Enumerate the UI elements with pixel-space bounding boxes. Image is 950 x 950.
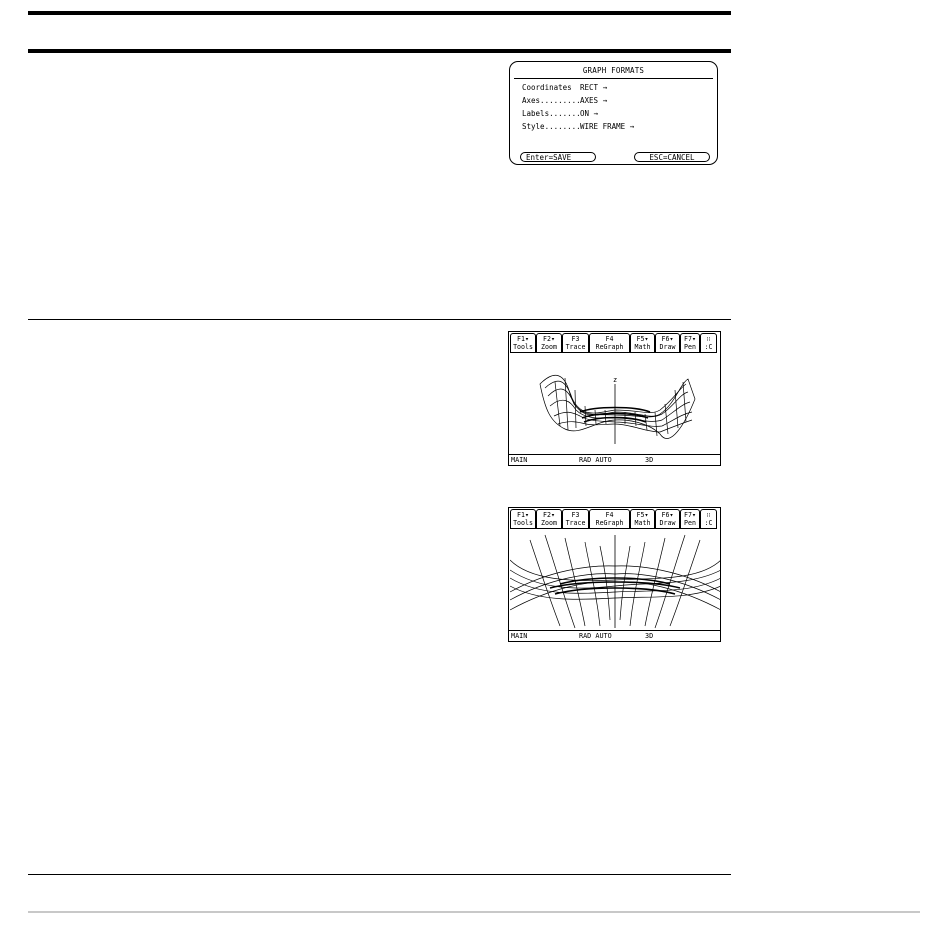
axes-label: Axes......... [522,96,581,105]
f2-zoom-tab[interactable]: F2▾ Zoom [536,333,562,353]
axes-value[interactable]: AXES → [580,96,608,105]
f6-draw-tab[interactable]: F6▾ Draw [655,333,680,353]
f3-trace-tab[interactable]: F3 Trace [562,509,589,529]
status-mode: RAD AUTO [579,632,612,640]
function-key-toolbar [510,333,719,353]
top-thick-rule [28,11,731,15]
f4-regraph-tab[interactable]: F4 ReGraph [589,509,630,529]
f6-draw-tab[interactable]: F6▾ Draw [655,509,680,529]
save-button[interactable]: Enter=SAVE [520,152,596,162]
labels-value[interactable]: ON → [580,109,599,118]
labels-label: Labels....... [522,109,581,118]
labels-row[interactable] [522,110,598,118]
f1-tools-tab[interactable]: F1▾ Tools [510,333,536,353]
calculator-screen-graph-zoomed [508,507,721,642]
dialog-title: GRAPH FORMATS [514,66,713,79]
status-folder: MAIN [511,632,528,640]
f2-zoom-tab[interactable]: F2▾ Zoom [536,509,562,529]
f5-math-tab[interactable]: F5▾ Math [630,333,655,353]
axes-row[interactable] [522,97,607,105]
z-axis-label: z [613,376,618,384]
wireframe-surface [540,375,695,438]
coordinates-value[interactable]: RECT → [580,83,608,92]
graph-formats-dialog [509,61,718,165]
cancel-button[interactable]: ESC=CANCEL [634,152,710,162]
f8-tab[interactable]: ∷ :C [700,509,717,529]
f1-tools-tab[interactable]: F1▾ Tools [510,509,536,529]
status-bar [509,454,720,465]
section-divider [28,319,731,320]
f8-tab[interactable]: ∷ :C [700,333,717,353]
status-graph-mode: 3D [645,456,654,464]
calculator-screen-graph [508,331,721,466]
f7-pen-tab[interactable]: F7▾ Pen [680,333,700,353]
wireframe-plot [510,354,721,454]
status-mode: RAD AUTO [579,456,612,464]
style-row[interactable] [522,123,634,131]
coordinates-label: Coordinates [522,83,572,92]
wireframe-plot-zoomed [510,530,721,630]
f5-math-tab[interactable]: F5▾ Math [630,509,655,529]
f3-trace-tab[interactable]: F3 Trace [562,333,589,353]
style-label: Style........ [522,122,581,131]
wireframe-surface-zoomed [510,535,721,628]
status-graph-mode: 3D [645,632,654,640]
f7-pen-tab[interactable]: F7▾ Pen [680,509,700,529]
footer-rule [28,911,920,913]
f4-regraph-tab[interactable]: F4 ReGraph [589,333,630,353]
section-end-divider [28,874,731,875]
coordinates-row[interactable] [522,84,607,92]
header-thick-rule [28,49,731,53]
function-key-toolbar [510,509,719,529]
status-bar [509,630,720,641]
style-value[interactable]: WIRE FRAME → [580,122,635,131]
status-folder: MAIN [511,456,528,464]
